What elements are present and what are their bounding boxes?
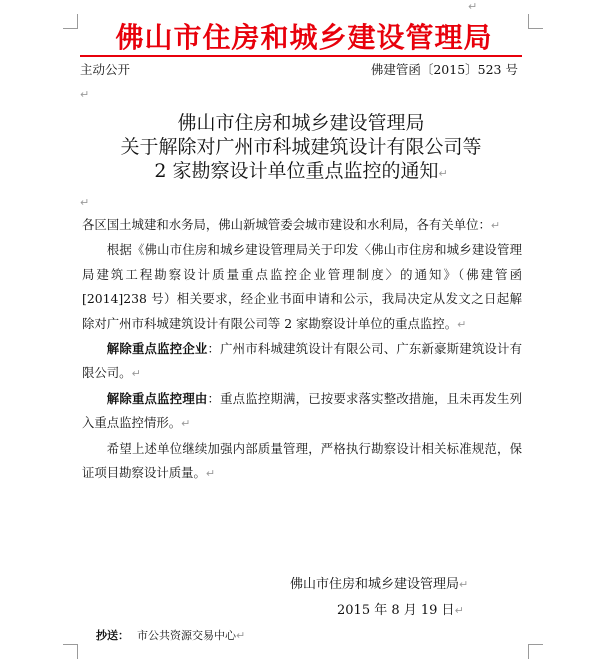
- salutation: [82, 213, 522, 238]
- paragraph-mark: ↵: [454, 604, 464, 617]
- crop-mark-bottom-left: [63, 644, 78, 659]
- notice-title-line-1: 佛山市住房和城乡建设管理局: [177, 112, 425, 134]
- notice-title-line-2: 关于解除对广州市科城建筑设计有限公司等: [120, 136, 482, 158]
- body-paragraph-enterprises: [82, 337, 522, 387]
- crop-mark-top-left: [63, 14, 78, 29]
- body-paragraph-basis: [82, 238, 522, 337]
- paragraph-mark: ↵: [490, 219, 501, 232]
- agency-header-title: 佛山市住房和城乡建设管理局: [115, 21, 493, 54]
- crop-mark-bottom-right: [528, 644, 543, 659]
- paragraph-mark: ↵: [468, 0, 478, 13]
- document-number: 佛建管函〔2015〕523 号: [370, 62, 518, 77]
- signature-date: [337, 601, 464, 621]
- cc-recipient-text: 市公共资源交易中心: [137, 629, 236, 642]
- issuer-text: 佛山市住房和城乡建设管理局: [290, 577, 460, 592]
- paragraph-mark: ↵: [80, 196, 90, 209]
- crop-mark-top-right: [528, 14, 543, 29]
- paragraph-mark: ↵: [131, 367, 141, 381]
- body-paragraph-reason: [82, 387, 522, 437]
- paragraph-mark: ↵: [457, 317, 467, 331]
- paragraph-mark: ↵: [205, 467, 216, 481]
- enterprises-label: 解除重点监控企业: [106, 341, 208, 357]
- enterprises-text: ：广州市科城建筑设计有限公司、广东新豪斯建筑设计有限公司。: [82, 341, 522, 381]
- paragraph-mark: ↵: [438, 167, 448, 180]
- notice-title-line-3: [80, 159, 522, 186]
- paragraph-mark: ↵: [459, 578, 469, 591]
- paragraph-mark: ↵: [80, 88, 90, 101]
- reason-text: ：重点监控期满，已按要求落实整改措施，且未再发生列入重点监控情形。: [82, 390, 522, 431]
- reason-label: 解除重点监控理由: [106, 390, 208, 406]
- public-disclosure-tag: 主动公开: [80, 62, 131, 77]
- paragraph-mark: ↵: [181, 417, 191, 431]
- paragraph-mark: ↵: [236, 629, 246, 642]
- cc-recipient: [137, 628, 245, 644]
- signature-issuer: [290, 575, 468, 595]
- basis-text: 根据《佛山市住房和城乡建设管理局关于印发〈佛山市住房和城乡建设管理局建筑工程勘察设计质量重点监控企业管理制度〉的通知》（佛建管函[2014]238 号）相关要求，经企业书面申请和公示，我局决定从发文之日起解除对广州市科城建筑设计有限公司等 2 家勘察设计单位的重点监控。: [82, 242, 522, 331]
- body-paragraph-expectation: [82, 437, 522, 487]
- expectation-text: 希望上述单位继续加强内部质量管理，严格执行勘察设计相关标准规范，保证项目勘察设计质量。: [82, 440, 522, 481]
- notice-title-line-3-text: 2 家勘察设计单位重点监控的通知: [154, 160, 439, 182]
- salutation-text: 各区国土城建和水务局，佛山新城管委会城市建设和水利局，各有关单位：: [82, 217, 491, 232]
- notice-body: [82, 213, 522, 486]
- header-red-rule: [80, 55, 522, 57]
- cc-label: 抄送：: [96, 629, 129, 642]
- date-text: 2015 年 8 月 19 日: [337, 603, 455, 618]
